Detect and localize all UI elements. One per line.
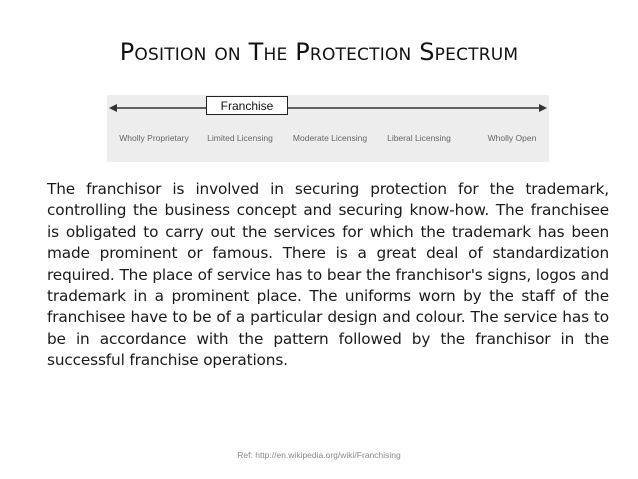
stage-moderate-licensing: Moderate Licensing: [292, 133, 368, 143]
protection-spectrum-diagram: [107, 95, 549, 162]
spectrum-arrow: [107, 95, 549, 162]
stage-limited-licensing: Limited Licensing: [207, 133, 273, 143]
reference-link[interactable]: Ref: http://en.wikipedia.org/wiki/Franchising: [237, 450, 401, 460]
stage-wholly-open: Wholly Open: [487, 133, 537, 143]
stage-wholly-proprietary: Wholly Proprietary: [119, 133, 189, 143]
slide-title: Position on The Protection Spectrum: [119, 38, 519, 66]
stage-liberal-licensing: Liberal Licensing: [387, 133, 451, 143]
franchise-highlight-label: Franchise: [206, 96, 288, 115]
body-paragraph: The franchisor is involved in securing protection for the trademark, controlling the business concept and securing know-how. The franchisee is obligated to carry out the services for which the trademark has been made prominent or famous. There is a great deal of standardization required. The place of service has to bear the franchisor's signs, logos and trademark in a prominent place. The uniforms worn by the staff of the franchisee have to be of a particular design and colour. The service has to be in accordance with the pattern followed by the franchisor in the successful franchise operations.: [47, 180, 609, 370]
